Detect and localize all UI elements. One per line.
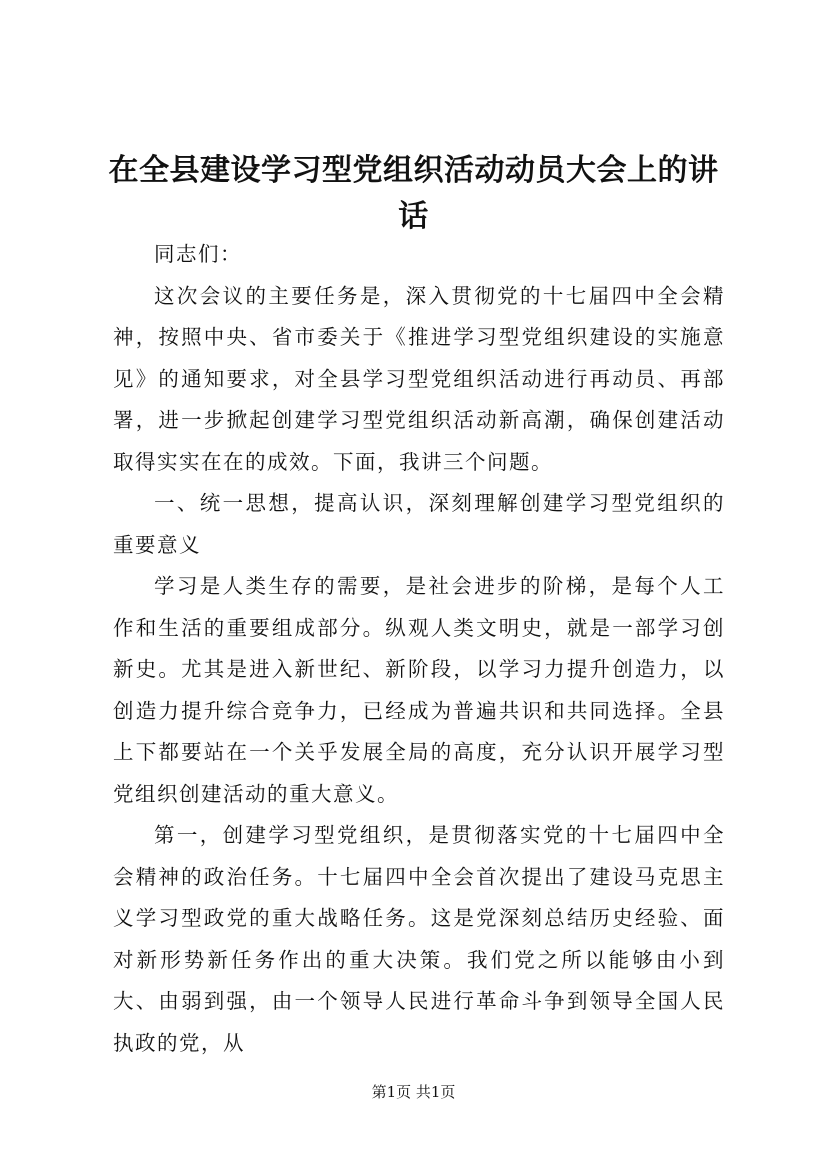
section-heading-1: 一、统一思想，提高认识，深刻理解创建学习型党组织的重要意义 <box>113 491 725 557</box>
page-footer: 第1页 共1页 <box>371 1083 456 1101</box>
paragraph-intro: 这次会议的主要任务是，深入贯彻党的十七届四中全会精神，按照中央、省市委关于《推进学习型党组织建设的实施意见》的通知要求，对全县学习型党组织活动进行再动员、再部署，进一步掀起创建学习型党组织活动新高潮，确保创建活动取得实实在在的成效。下面，我讲三个问题。 <box>113 283 725 474</box>
greeting: 同志们： <box>154 242 242 266</box>
paragraph-first-point: 第一，创建学习型党组织，是贯彻落实党的十七届四中全会精神的政治任务。十七届四中全会首次提出了建设马克思主义学习型政党的重大战略任务。这是党深刻总结历史经验、面对新形势新任务作出的重大决策。我们党之所以能够由小到大、由弱到强，由一个领导人民进行革命斗争到领导全国人民执政的党，从 <box>113 823 725 1055</box>
document-title: 在全县建设学习型党组织活动动员大会上的讲话 <box>108 153 719 234</box>
paragraph-learning: 学习是人类生存的需要，是社会进步的阶梯，是每个人工作和生活的重要组成部分。纵观人类文明史，就是一部学习创新史。尤其是进入新世纪、新阶段，以学习力提升创造力，以创造力提升综合竞争力，已经成为普遍共识和共同选择。全县上下都要站在一个关乎发展全局的高度，充分认识开展学习型党组织创建活动的重大意义。 <box>113 574 725 806</box>
document-body <box>113 234 725 1064</box>
